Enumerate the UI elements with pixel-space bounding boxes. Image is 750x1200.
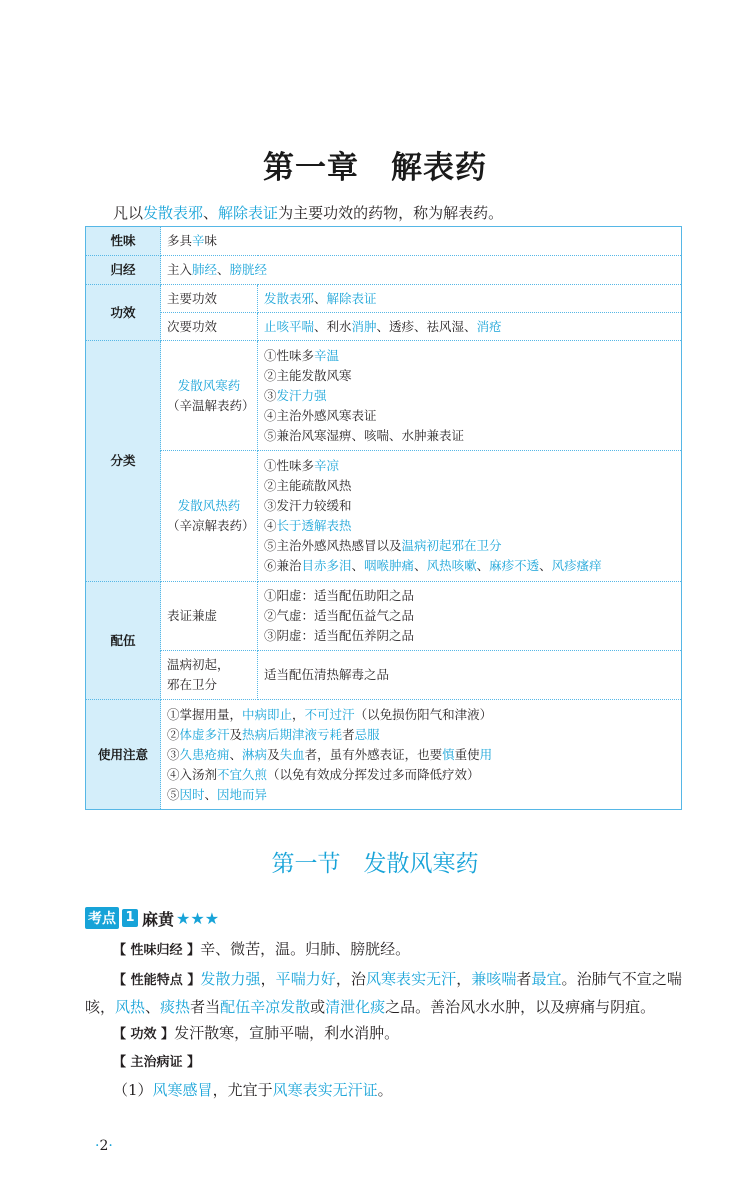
fengre-line: ③发汗力较缓和 (264, 498, 352, 513)
label-sub-effect: 次要功效 (161, 313, 258, 341)
desc-fenghan (258, 341, 682, 451)
chapter-title: 第一章 解表药 (263, 150, 487, 186)
row-guijing (86, 256, 682, 285)
row-xingwei (86, 227, 682, 256)
importance-stars: ★★★ (176, 908, 220, 928)
label-main-effect: 主要功效 (161, 285, 258, 313)
kaodian-number: 1 (121, 908, 139, 928)
value-guijing: 主入肺经、膀胱经 (161, 256, 682, 285)
fengre-line: ⑤主治外感风热感冒以及温病初起邪在卫分 (264, 538, 502, 553)
label-guijing: 归经 (86, 256, 161, 285)
fenghan-line: ②主能发散风寒 (264, 367, 352, 383)
value-main-effect: 发散表邪、解除表证 (258, 285, 682, 313)
entry-xingneng: 【 性能特点 】发散力强，平喘力好，治风寒表实无汗，兼咳喘者最宜。治肺气不宣之喘咳，风热、痰热者当配伍辛凉发散或清泄化痰之品。善治风水水肿，以及痹痛与阴疽。 (85, 970, 682, 1016)
fenghan-line: ③发汗力强 (264, 387, 327, 403)
row-peiwu-2 (86, 651, 682, 700)
zhuyi-line: ①掌握用量，中病即止，不可过汗（以免损伤阳气和津液） (167, 706, 493, 722)
zhuyi-line: ④入汤剂不宜久煎（以免有效成分挥发过多而降低疗效） (167, 766, 480, 782)
desc-fengre (258, 451, 682, 582)
row-fenlei-fengre (86, 451, 682, 582)
label-peiwu: 配伍 (86, 582, 161, 700)
label-zhuyi: 使用注意 (86, 700, 161, 810)
fengre-line: ④长于透解表热 (264, 518, 352, 533)
page-number: ·2· (95, 1138, 113, 1154)
zhuyi-line: ⑤因时、因地而异 (167, 786, 268, 802)
label-fenlei: 分类 (86, 341, 161, 582)
entry-zhuzhi: 【 主治病证 】 (113, 1055, 201, 1070)
fenghan-line: ⑤兼治风寒湿痹、咳喘、水肿兼表证 (264, 427, 465, 443)
entry-xingwei: 【 性味归经 】辛、微苦，温。归肺、膀胱经。 (113, 940, 411, 958)
herb-name: 麻黄 (142, 909, 175, 929)
class-fenghan: 发散风寒药 （辛温解表药） (161, 341, 258, 451)
row-gongxiao-main (86, 285, 682, 313)
value-xingwei: 多具辛味 (161, 227, 682, 256)
label-biaozheng-jianxu: 表证兼虚 (161, 582, 258, 651)
row-zhuyi (86, 700, 682, 810)
row-fenlei-fenghan (86, 341, 682, 451)
value-biaozheng-jianxu (258, 582, 682, 651)
label-gongxiao: 功效 (86, 285, 161, 341)
class-fengre: 发散风热药 （辛凉解表药） (161, 451, 258, 582)
row-peiwu-1 (86, 582, 682, 651)
fenghan-line: ④主治外感风寒表证 (264, 407, 377, 423)
peiwu-line: ①阳虚：适当配伍助阳之品 (264, 588, 415, 603)
section-title: 第一节 发散风寒药 (271, 851, 479, 877)
fengre-line: ②主能疏散风热 (264, 478, 352, 493)
fenghan-line: ①性味多辛温 (264, 347, 340, 363)
kaodian-heading (85, 906, 219, 930)
entry-gongxiao: 【 功效 】发汗散寒，宣肺平喘，利水消肿。 (113, 1024, 400, 1042)
value-sub-effect: 止咳平喘、利水消肿、透疹、祛风湿、消疮 (258, 313, 682, 341)
label-xingwei: 性味 (86, 227, 161, 256)
summary-table (85, 226, 682, 810)
intro-sentence: 凡以发散表邪、解除表证为主要功效的药物，称为解表药。 (113, 204, 504, 222)
row-gongxiao-sub (86, 313, 682, 341)
value-wenbing: 适当配伍清热解毒之品 (258, 651, 682, 700)
zhuyi-line: ②体虚多汗及热病后期津液亏耗者忌服 (167, 726, 380, 742)
kaodian-badge: 考点 (85, 907, 119, 929)
fengre-line: ⑥兼治目赤多泪、咽喉肿痛、风热咳嗽、麻疹不透、风疹瘙痒 (264, 558, 602, 573)
fengre-line: ①性味多辛凉 (264, 458, 340, 473)
peiwu-line: ②气虚：适当配伍益气之品 (264, 608, 415, 623)
peiwu-line: ③阴虚：适当配伍养阴之品 (264, 628, 415, 643)
label-wenbing: 温病初起， 邪在卫分 (161, 651, 258, 700)
zhuyi-line: ③久患疮痈、淋病及失血者，虽有外感表证，也要慎重使用 (167, 746, 493, 762)
entry-item-1: （1）风寒感冒，尤宜于风寒表实无汗证。 (113, 1081, 393, 1099)
value-zhuyi (161, 700, 682, 810)
